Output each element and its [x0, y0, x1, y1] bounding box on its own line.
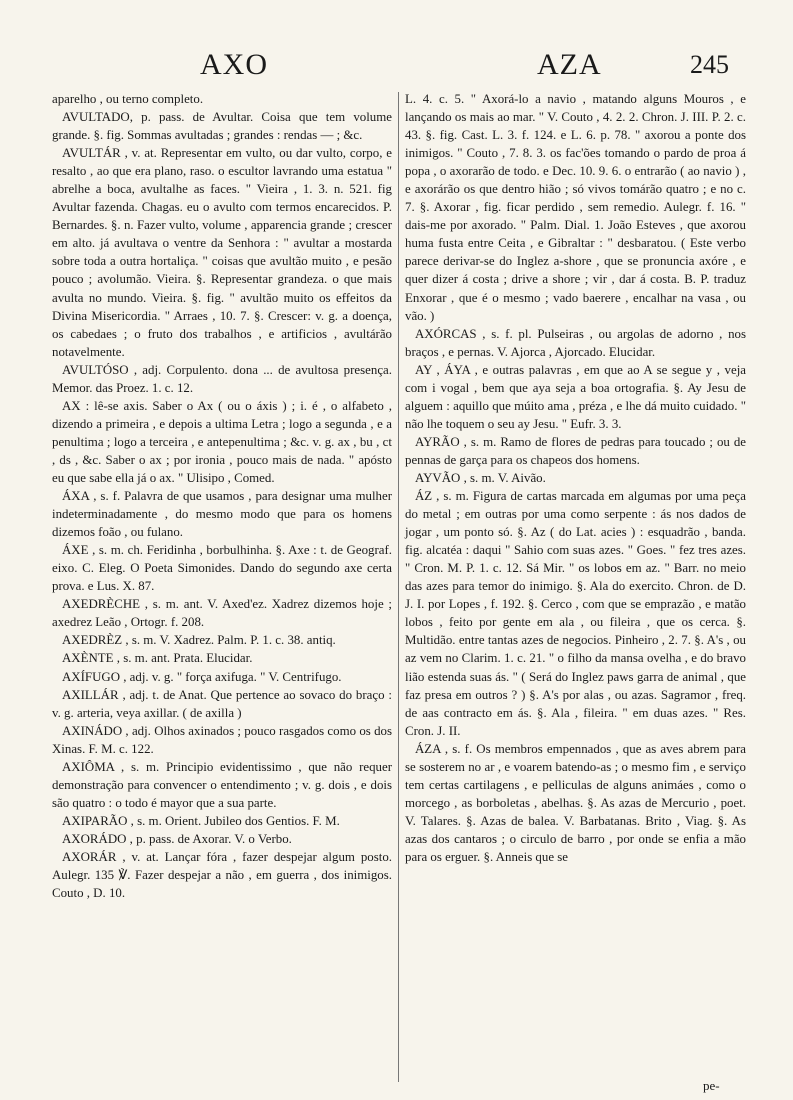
entry-paragraph: aparelho , ou terno completo.: [52, 92, 204, 106]
left-column: [52, 90, 392, 902]
entry-paragraph: AXORÁDO , p. pass. de Axorar. V. o Verbo.: [62, 831, 292, 846]
entry-paragraph: L. 4. c. 5. " Axorá-lo a navio , matando alguns Mouros , e lançando os mais ao mar. " V. Couto , 4. 2. 2. Chron. J. III. P. 2. c. 43. §. fig. Cast. L. 3. f. 124. e L. 6. p. 78. " axorou a ponte dos inimigos. " Couto , 7. 8. 3. os fac'ões tomando o pardo de proa á popa , o axorarão de todo. e Dec. 10. 9. 6. o entrarão ( ao navio ) , e axorárão os que dentro hião ; só vivos tomárão quatro ; e no c. 7. §. Axorar , fig. ficar perdido , sem remedio. Aulegr. f. 16. " dais-me por axorado. " Palm. Dial. 1. João Esteves , que axorou huma fusta entre Ceita , e Gibraltar : " desbaratou. ( Este verbo parece derivar-se do Inglez a-shore , que se pronuncia axóre , e quer dizer á costa ; drive a shore ; vir , dar á costa. B. P. traduz Enxorar , que é o mesmo ; vado baerere , encalhar na vasa , ou vão. ): [405, 92, 746, 323]
entry-paragraph: AY , ÁYA , e outras palavras , em que ao A se segue y , veja com i vogal , bem que aya seja a boa ortografia. §. Ay Jesu de alguem : aquillo que múito ama , préza , e lhe dá muito cuidado. " não lhe toquem o seu ay Jesu. " Eufr. 3. 3.: [405, 362, 746, 431]
left-headword: AXO: [200, 48, 268, 81]
entry-paragraph: AYVÃO , s. m. V. Aivão.: [415, 470, 546, 485]
catchword: pe-: [703, 1078, 720, 1093]
column-divider: [398, 92, 399, 1082]
entry-paragraph: AXILLÁR , adj. t. de Anat. Que pertence ao sovaco do braço : v. g. arteria, veya axillar. ( de axilla ): [52, 687, 392, 720]
entry-paragraph: AVULTÓSO , adj. Corpulento. dona ... de avultosa presença. Memor. das Proez. 1. c. 12.: [52, 362, 392, 395]
entry-paragraph: AXÍFUGO , adj. v. g. " força axifuga. " V. Centrifugo.: [62, 669, 342, 684]
entry-paragraph: AXIPARÃO , s. m. Orient. Jubileo dos Gentios. F. M.: [62, 813, 340, 828]
entry-paragraph: AXINÁDO , adj. Olhos axinados ; pouco rasgados como os dos Xinas. F. M. c. 122.: [52, 723, 392, 756]
entry-paragraph: AXÈNTE , s. m. ant. Prata. Elucidar.: [62, 651, 253, 666]
entry-paragraph: AYRÃO , s. m. Ramo de flores de pedras para toucado ; ou de pennas de garça para os chapeos dos homens.: [405, 434, 746, 467]
right-column: [405, 90, 746, 866]
entry-paragraph: AX : lê-se axis. Saber o Ax ( ou o áxis ) ; i. é , o alfabeto , dizendo a primeira , e depois a ultima Letra ; logo a segunda , e a penultima ; logo a terceira , e antepenultima ; &c. v. g. ax , bu , ct , ds , &c. Saber o ax ; por ironia , pouco mais de nada. " apósto eu que sabe ella já o ax. " Ulisipo , Comed.: [52, 398, 392, 485]
entry-paragraph: ÁXA , s. f. Palavra de que usamos , para designar uma mulher indeterminadamente , do mesmo modo que para os homens dizemos foão , ou fulano.: [52, 489, 392, 540]
entry-paragraph: ÁXE , s. m. ch. Feridinha , borbulhinha. §. Axe : t. de Geograf. eixo. C. Eleg. O Poeta Simonides. Dando do segundo axe certa prova. e Lus. X. 87.: [52, 543, 392, 594]
entry-paragraph: ÁZA , s. f. Os membros empennados , que as aves abrem para se sosterem no ar , e voarem batendo-as ; o mesmo fim , e serviço tem certas cartilagens , e pelliculas de alguns animáes , como o morcego , as borboletas , abelhas. §. As azas de Mercurio , poet. V. Talares. §. Azas de balea. V. Barbatanas. Brito , Viag. §. As azas dos cantaros ; o circulo de barro , por onde se enfia a mão para os erguer. §. Anneis que se: [405, 741, 746, 864]
entry-paragraph: AXEDRÈZ , s. m. V. Xadrez. Palm. P. 1. c. 38. antiq.: [62, 633, 336, 648]
entry-paragraph: AVULTÁR , v. at. Representar em vulto, ou dar vulto, corpo, e resalto , ao que era plano, raso. o escultor lavrando uma estatua " abrelhe a boca, avultalhe as faces. " Vieira , 1. 3. n. 521. fig Avultar fazenda. Chagas. eu o avulto com termos encarecidos. P. Bernardes. §. n. Fazer vulto, volume , apparencia grande ; crescer em alto. já avultava o ventre da Senhora : " avultar a mostarda sobre toda a outra hortaliça. " coisas que avultão muito , e pesão pouco ; avolumão. Vieira. §. Representar grandeza. o que mais avulta no mundo. Vieira. §. fig. " avultão muito os effeitos da Divina Misericordia. " Arraes , 10. 7. §. Crescer: v. g. a doença, os cabedaes ; o fruto dos trabalhos , e artificios , avultárão notavelmente.: [52, 146, 392, 359]
entry-paragraph: AXIÔMA , s. m. Principio evidentissimo , que não requer demonstração para convencer o entendimento ; v. g. dois , e dois são quatro : o todo é mayor que a sua parte.: [52, 759, 392, 810]
entry-paragraph: ÁZ , s. m. Figura de cartas marcada em algumas por uma peça do metal ; em outras por uma como serpente : ás nos dados de jogar , um ponto só. §. Az ( do Lat. acies ) : esquadrão , banda. fig. alcatéa : daqui " Sahio com suas azes. " Goes. " fez tres azes. " Cron. M. P. 1. c. 12. Sá Mir. " os lobos em az. " Barr. no meio das azes para temor do inimigo. §. Ala do exercito. Chron. de D. J. I. por Lopes , f. 192. §. Cerco , com que se emprazão , e matão lobos , feito por gente em ala , ou fileira , que os cerca. §. Multidão. entre tantas azes de negocios. Pinheiro , 2. 7. §. A's , ou az vem no Clarim. 1. c. 21. " o filho da mansa ovelha , e do bravo lião estenda suas ás. " ( Será do Inglez paws garra de animal , que faz presa em outros ? ) §. A's por alas , ou azas. Sagramor , freq. de aas contracto em ás. §. Ala , fileira. " em duas azes. " Res. Cron. J. II.: [405, 489, 746, 738]
right-headword: AZA: [537, 48, 602, 81]
page-header: [0, 44, 793, 84]
page-number: 245: [690, 50, 729, 79]
entry-paragraph: AVULTADO, p. pass. de Avultar. Coisa que tem volume grande. §. fig. Sommas avultadas ; grandes : rendas — ; &c.: [52, 110, 392, 143]
entry-paragraph: AXÓRCAS , s. f. pl. Pulseiras , ou argolas de adorno , nos braços , e pernas. V. Ajorca , Ajorcado. Elucidar.: [405, 326, 746, 359]
entry-paragraph: AXEDRÈCHE , s. m. ant. V. Axed'ez. Xadrez dizemos hoje ; axedrez Leão , Ortogr. f. 208.: [52, 597, 392, 630]
entry-paragraph: AXORÁR , v. at. Lançar fóra , fazer despejar algum posto. Aulegr. 135 ℣. Fazer despejar a não , em guerra , dos inimigos. Couto , D. 10.: [52, 849, 392, 901]
